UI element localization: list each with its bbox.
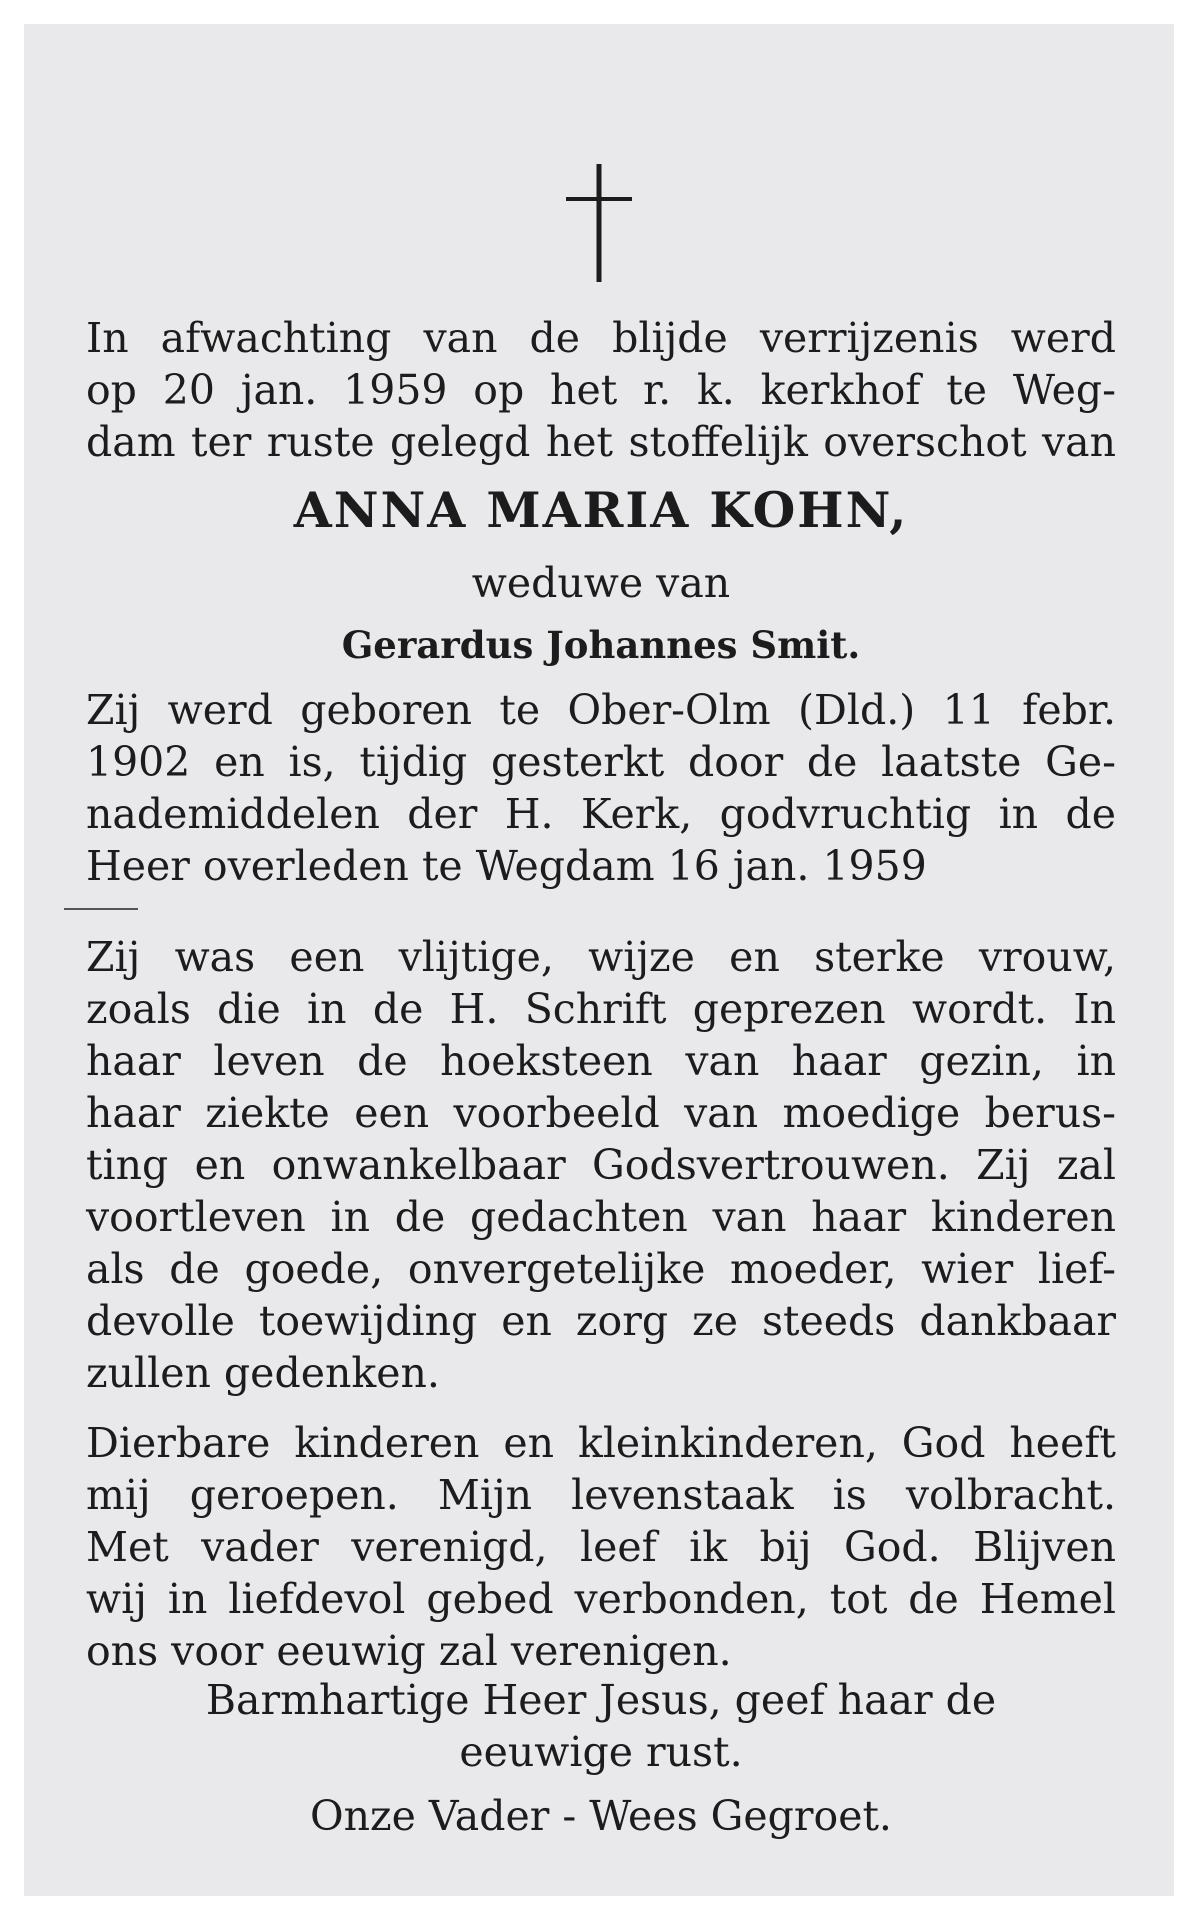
text-line: voortleven in de gedachten van haar kinderen [86, 1193, 1116, 1241]
deceased-name: ANNA MARIA KOHN, [293, 481, 909, 539]
text-line: ons voor eeuwig zal verenigen. [86, 1627, 732, 1675]
text-line: dam ter ruste gelegd het stoffelijk overschot van [86, 418, 1116, 466]
text-line: haar leven de hoeksteen van haar gezin, in [86, 1037, 1116, 1085]
text-line: haar ziekte een voorbeeld van moedige berus- [86, 1089, 1116, 1137]
widow-of-label: weduwe van [471, 559, 731, 607]
text-line: Zij was een vlijtige, wijze en sterke vrouw, [86, 933, 1116, 981]
text-line: ting en onwankelbaar Godsvertrouwen. Zij zal [86, 1141, 1116, 1189]
text-line: Dierbare kinderen en kleinkinderen, God heeft [86, 1419, 1116, 1467]
cross-icon [564, 164, 634, 284]
intro-paragraph [86, 312, 1116, 468]
text-line: eeuwige rust. [459, 1728, 743, 1776]
husband-name: Gerardus Johannes Smit. [341, 623, 861, 667]
prayer [86, 1674, 1116, 1778]
text-line: 1902 en is, tijdig gesterkt door de laatste Ge- [86, 738, 1116, 786]
text-line: mij geroepen. Mijn levenstaak is volbracht. [86, 1471, 1116, 1519]
text-line: Met vader verenigd, leef ik bij God. Blijven [86, 1523, 1116, 1571]
memorial-card [24, 24, 1174, 1896]
text-line: devolle toewijding en zorg ze steeds dankbaar [86, 1297, 1116, 1345]
text-line: Zij werd geboren te Ober-Olm (Dld.) 11 febr. [86, 686, 1116, 734]
text-line: zullen gedenken. [86, 1349, 440, 1397]
text-line: op 20 jan. 1959 op het r. k. kerkhof te Weg- [86, 366, 1116, 414]
birth-paragraph [86, 684, 1116, 892]
divider [64, 908, 138, 910]
farewell-paragraph [86, 1417, 1116, 1677]
text-line: Barmhartige Heer Jesus, geef haar de [205, 1676, 997, 1724]
closing-prayer [86, 1790, 1116, 1842]
text-line: zoals die in de H. Schrift geprezen wordt. In [86, 985, 1116, 1033]
text-line: als de goede, onvergetelijke moeder, wier lief- [86, 1245, 1116, 1293]
text-line: wij in liefdevol gebed verbonden, tot de Hemel [86, 1575, 1116, 1623]
tribute-paragraph [86, 931, 1116, 1399]
text-line: In afwachting van de blijde verrijzenis werd [86, 314, 1116, 362]
text-line: nademiddelen der H. Kerk, godvruchtig in de [86, 790, 1116, 838]
text-line: Heer overleden te Wegdam 16 jan. 1959 [86, 842, 927, 890]
text-line: Onze Vader - Wees Gegroet. [310, 1792, 892, 1840]
